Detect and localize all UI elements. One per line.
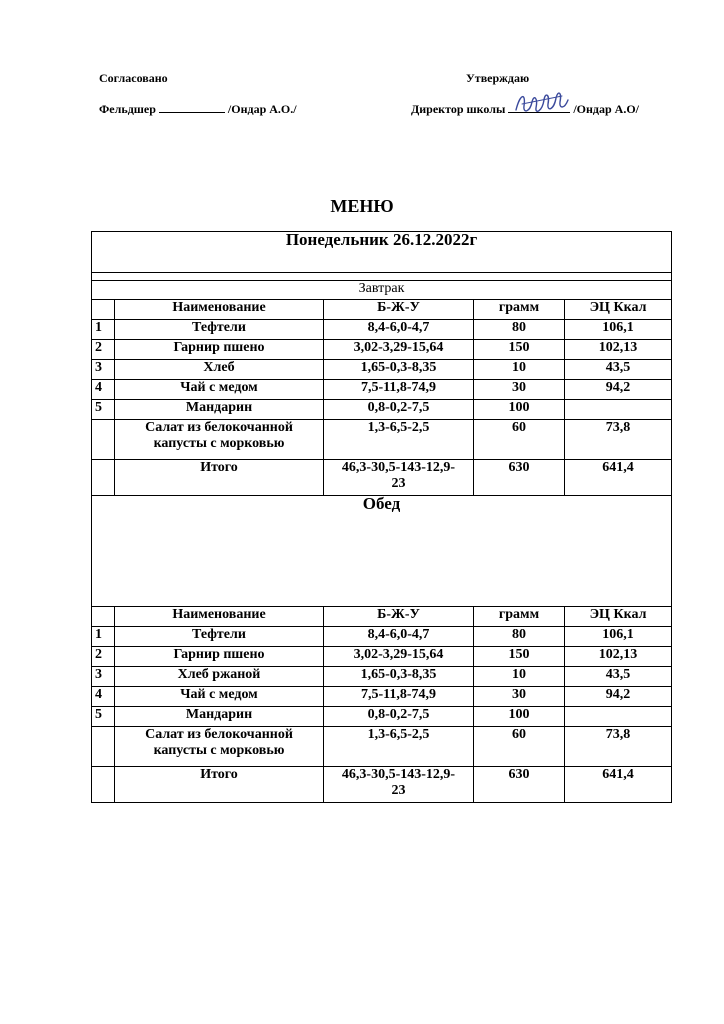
col-header-name: Наименование — [115, 300, 324, 320]
lunch-title: Обед — [92, 496, 672, 607]
col-header-kcal: ЭЦ Ккал — [565, 607, 672, 627]
total-label: Итого — [115, 767, 324, 803]
director-name: /Ондар А.О/ — [573, 102, 639, 116]
agreed-label: Согласовано — [99, 71, 168, 85]
table-row: 1 Тефтели 8,4-6,0-4,7 80 106,1 — [92, 627, 672, 647]
lunch-title-row — [92, 496, 672, 607]
table-row: 3 Хлеб ржаной 1,65-0,3-8,35 10 43,5 — [92, 667, 672, 687]
breakfast-title-row — [92, 281, 672, 300]
feldsher-label: Фельдшер — [99, 102, 156, 116]
col-header-kcal: ЭЦ Ккал — [565, 300, 672, 320]
col-header-bju: Б-Ж-У — [324, 300, 474, 320]
breakfast-title: Завтрак — [92, 281, 672, 300]
menu-table — [91, 231, 672, 803]
feldsher-signature-line — [159, 100, 225, 113]
table-row: 2 Гарнир пшено 3,02-3,29-15,64 150 102,13 — [92, 340, 672, 360]
table-row: 5 Мандарин 0,8-0,2-7,5 100 — [92, 707, 672, 727]
total-bju: 46,3-30,5-143-12,9- 23 — [324, 767, 474, 803]
salad-name: Салат из белокочанной капусты с морковью — [115, 420, 324, 460]
day-heading: Понедельник 26.12.2022г — [92, 232, 672, 273]
feldsher-name: /Ондар А.О./ — [227, 102, 297, 116]
table-row: 1 Тефтели 8,4-6,0-4,7 80 106,1 — [92, 320, 672, 340]
director-label: Директор школы — [411, 102, 506, 116]
col-header-gram: грамм — [474, 300, 565, 320]
table-row: 3 Хлеб 1,65-0,3-8,35 10 43,5 — [92, 360, 672, 380]
col-header-bju: Б-Ж-У — [324, 607, 474, 627]
total-row: Итого 46,3-30,5-143-12,9- 23 630 641,4 — [92, 767, 672, 803]
feldsher-line — [99, 100, 297, 117]
table-row: 2 Гарнир пшено 3,02-3,29-15,64 150 102,13 — [92, 647, 672, 667]
page-title: МЕНЮ — [330, 196, 394, 216]
table-row: 4 Чай с медом 7,5-11,8-74,9 30 94,2 — [92, 380, 672, 400]
approve-label: Утверждаю — [466, 71, 530, 85]
table-row: 5 Мандарин 0,8-0,2-7,5 100 — [92, 400, 672, 420]
col-header-name: Наименование — [115, 607, 324, 627]
day-row — [92, 232, 672, 273]
salad-row: Салат из белокочанной капусты с морковью 1,3-6,5-2,5 60 73,8 — [92, 420, 672, 460]
table-row: 4 Чай с медом 7,5-11,8-74,9 30 94,2 — [92, 687, 672, 707]
director-signature-icon — [512, 88, 572, 120]
total-label: Итого — [115, 460, 324, 496]
spacer-row — [92, 273, 672, 281]
col-header-gram: грамм — [474, 607, 565, 627]
salad-row: Салат из белокочанной капусты с морковью 1,3-6,5-2,5 60 73,8 — [92, 727, 672, 767]
total-bju: 46,3-30,5-143-12,9- 23 — [324, 460, 474, 496]
breakfast-header-row — [92, 300, 672, 320]
lunch-header-row — [92, 607, 672, 627]
salad-name: Салат из белокочанной капусты с морковью — [115, 727, 324, 767]
total-row: Итого 46,3-30,5-143-12,9- 23 630 641,4 — [92, 460, 672, 496]
